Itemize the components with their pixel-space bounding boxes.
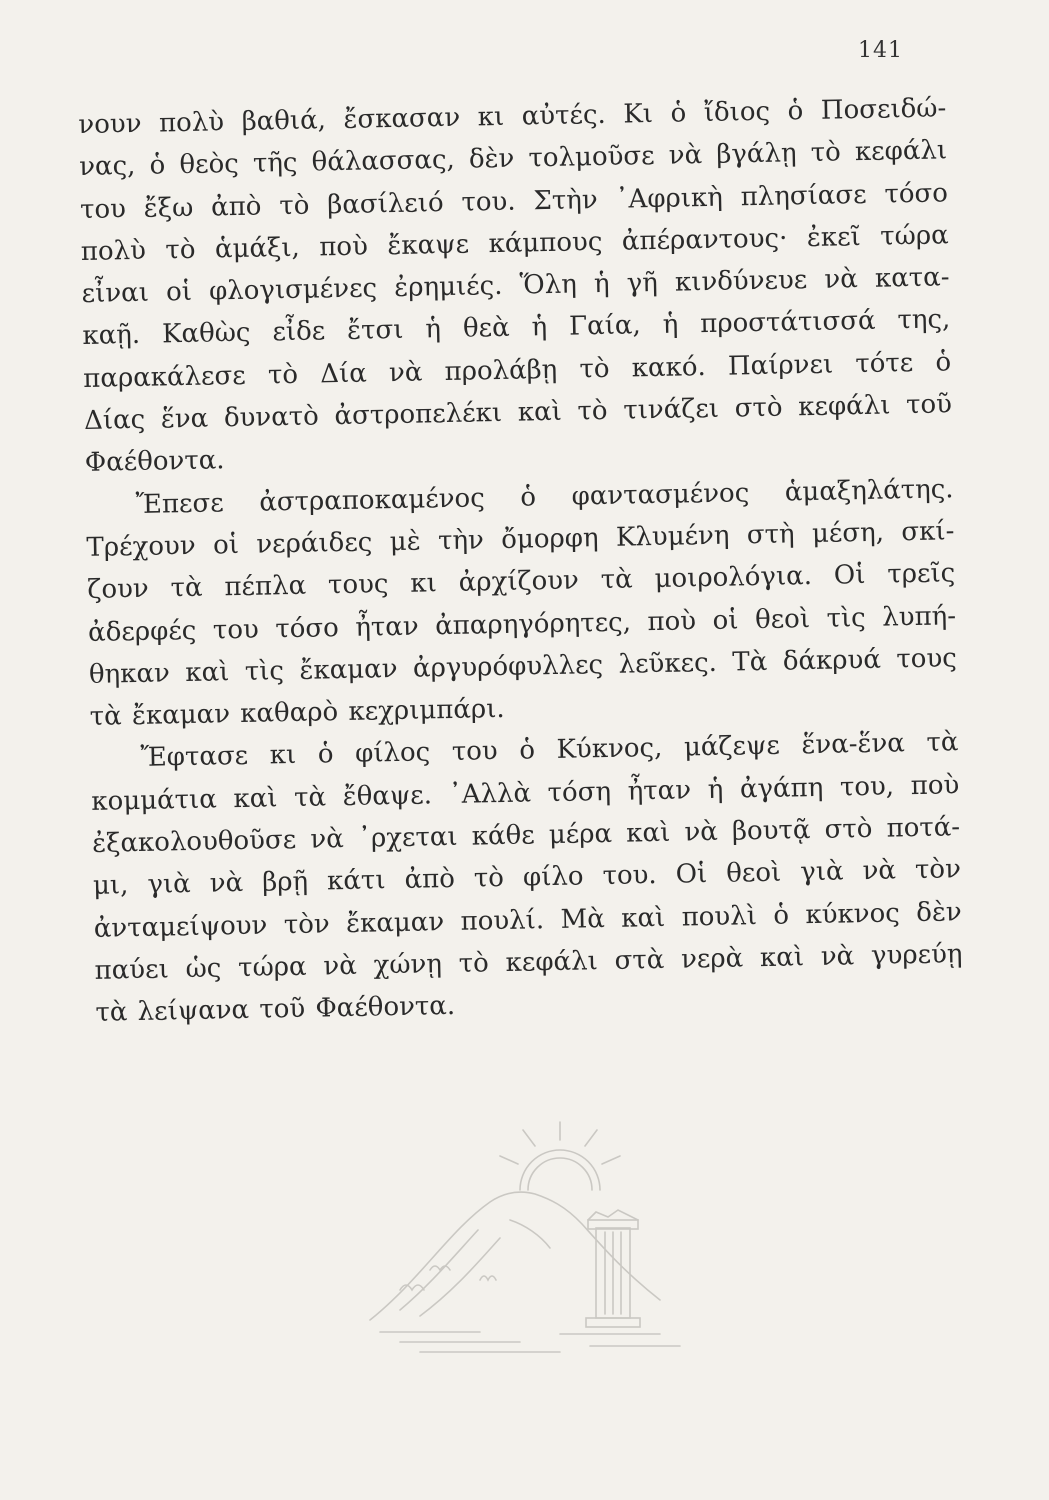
volcano-sun-column-vignette-icon — [360, 1120, 690, 1370]
text-line: θηκαν καὶ τὶς ἔκαμαν ἀργυρόφυλλες λεῦκες. Τὰ δάκρυά τους — [88, 643, 958, 690]
text-line: τὰ ἔκαμαν καθαρὸ κεχριμπάρι. — [89, 694, 505, 733]
text-line: πολὺ τὸ ἁμάξι, ποὺ ἔκαψε κάμπους ἀπέραντους· ἐκεῖ τώρα — [80, 220, 949, 267]
text-line: Τρέχουν οἱ νεράιδες μὲ τὴν ὄμορφη Κλυμένη στὴ μέση, σκί- — [86, 516, 955, 563]
text-line: νουν πολὺ βαθιά, ἔσκασαν κι αὐτές. Κι ὁ ἴδιος ὁ Ποσειδώ- — [78, 93, 947, 140]
text-line: κομμάτια καὶ τὰ ἔθαψε. ᾿Αλλὰ τόση ἦταν ἡ ἀγάπη του, ποὺ — [91, 769, 960, 817]
text-line: παρακάλεσε τὸ Δία νὰ προλάβῃ τὸ κακό. Παίρνει τότε ὁ — [82, 347, 952, 394]
text-line: ἀδερφές του τόσο ἦταν ἀπαρηγόρητες, ποὺ οἱ θεοὶ τὶς λυπή- — [87, 600, 957, 648]
text-line: Ἔπεσε ἀστραποκαμένος ὁ φαντασμένος ἁμαξηλάτης. — [135, 473, 954, 520]
text-line: ζουν τὰ πέπλα τους κι ἀρχίζουν τὰ μοιρολόγια. Οἱ τρεῖς — [87, 558, 956, 606]
text-line: μι, γιὰ νὰ βρῇ κάτι ἀπὸ τὸ φίλο του. Οἱ θεοὶ γιὰ νὰ τὸν — [92, 854, 962, 902]
text-line: νας, ὁ θεὸς τῆς θάλασσας, δὲν τολμοῦσε νὰ βγάλῃ τὸ κεφάλι — [78, 135, 948, 183]
text-line: Φαέθοντα. — [84, 445, 225, 479]
body-text — [78, 87, 964, 1034]
page-number: 141 — [858, 38, 903, 63]
text-line: του ἔξω ἀπὸ τὸ βασίλειό του. Στὴν ᾿Αφρικὴ πλησίασε τόσο — [79, 177, 949, 225]
text-line: ἐξακολουθοῦσε νὰ ᾿ρχεται κάθε μέρα καὶ νὰ βουτᾷ στὸ ποτά- — [91, 812, 961, 859]
text-line: εἶναι οἱ φλογισμένες ἐρημιές. Ὅλη ἡ γῆ κινδύνευε νὰ κατα- — [81, 262, 950, 310]
text-line: τὰ λείψανα τοῦ Φαέθοντα. — [95, 991, 456, 1029]
text-line: ἀνταμείψουν τὸν ἔκαμαν πουλί. Μὰ καὶ πουλὶ ὁ κύκνος δὲν — [93, 896, 962, 944]
text-line: Δίας ἕνα δυνατὸ ἀστροπελέκι καὶ τὸ τινάζει στὸ κεφάλι τοῦ — [83, 389, 953, 437]
text-line: παύει ὡς τώρα νὰ χώνῃ τὸ κεφάλι στὰ νερὰ καὶ νὰ γυρεύῃ — [94, 939, 963, 986]
text-line: καῇ. Καθὼς εἶδε ἔτσι ἡ θεὰ ἡ Γαία, ἡ προστάτισσά της, — [82, 304, 951, 352]
text-line: Ἔφτασε κι ὁ φίλος του ὁ Κύκνος, μάζεψε ἕνα-ἕνα τὰ — [140, 727, 959, 774]
